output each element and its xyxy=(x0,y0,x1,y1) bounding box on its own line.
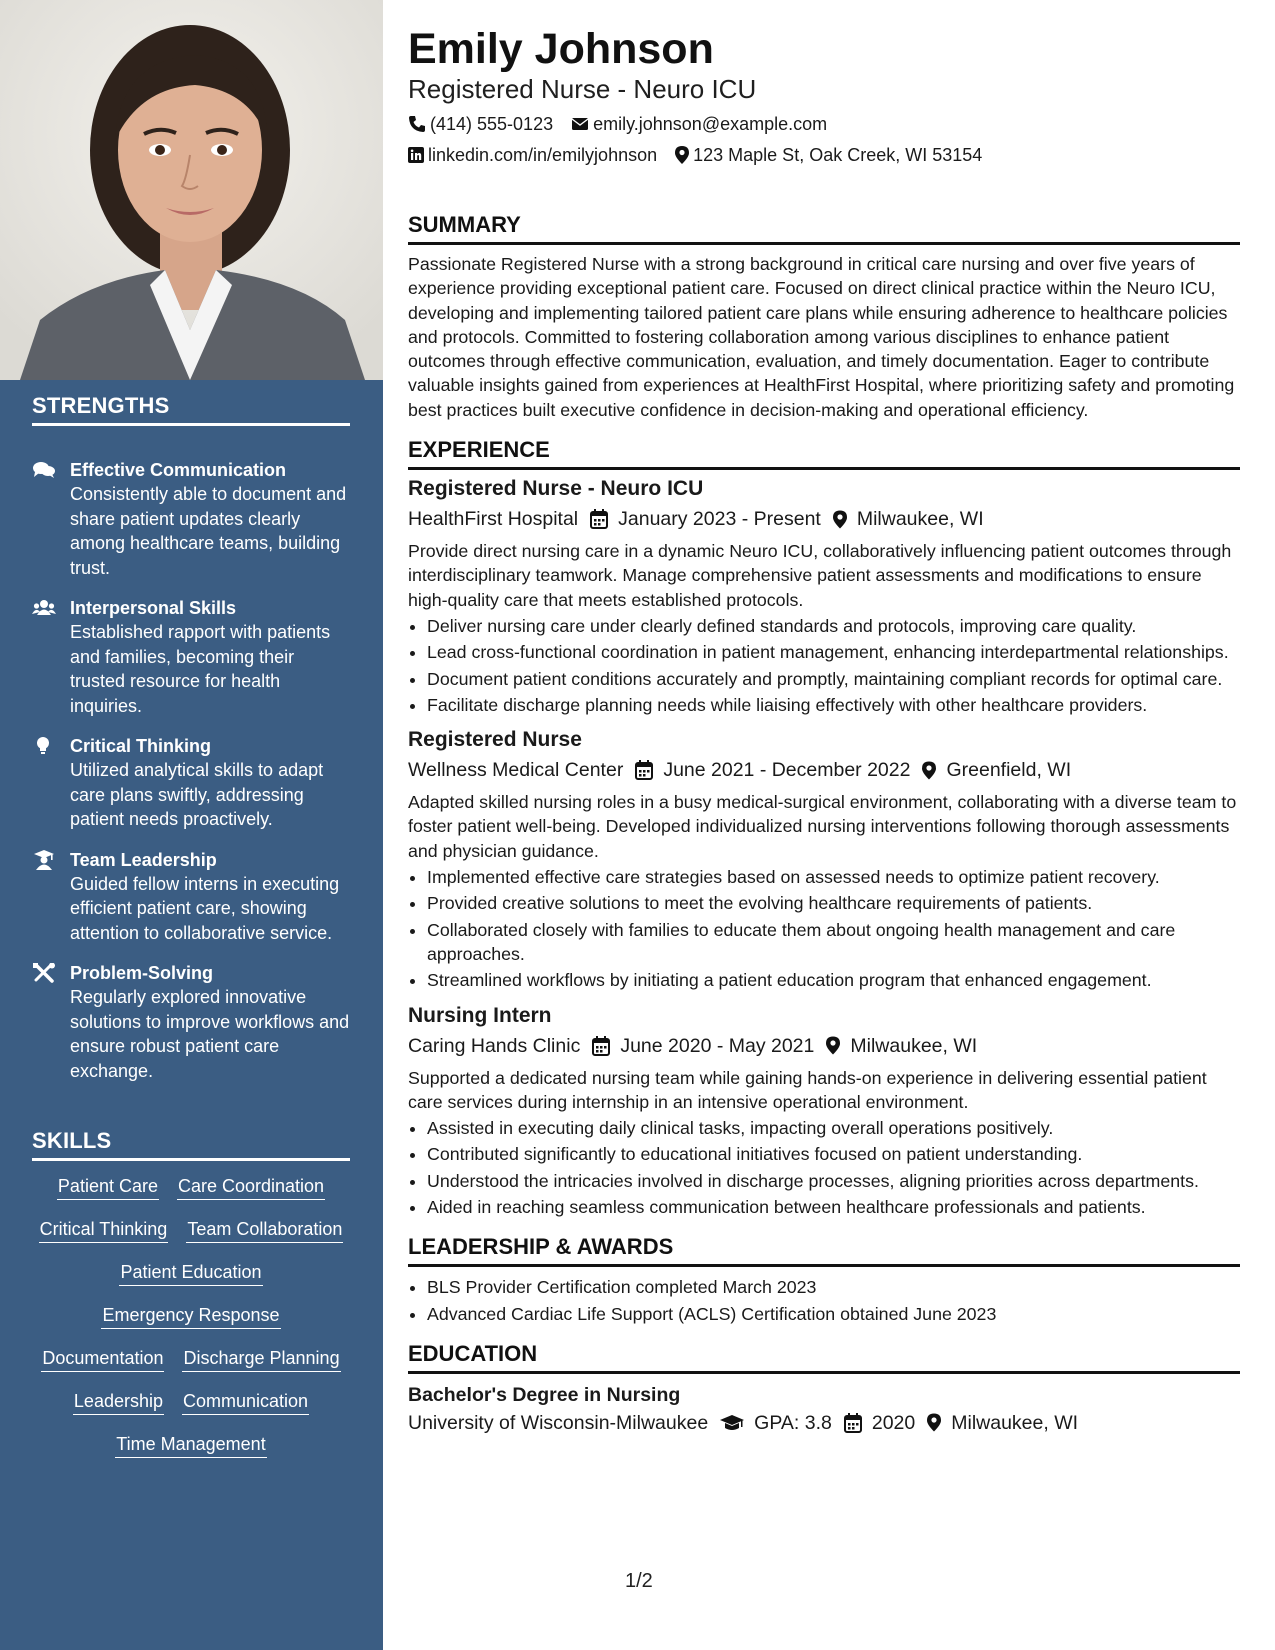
sidebar xyxy=(0,0,383,1650)
job-entry xyxy=(408,727,1240,992)
skills-list xyxy=(32,1175,350,1458)
job-bullet: • Deliver nursing care under clearly defined standards and protocols, improving care quality. xyxy=(427,614,1240,638)
strength-item xyxy=(32,458,352,580)
candidate-headline: Registered Nurse - Neuro ICU xyxy=(408,74,757,104)
strength-text: Regularly explored innovative solutions to improve workflows and ensure robust patient care exchange. xyxy=(70,987,350,1081)
job-org xyxy=(408,757,623,783)
year-text: 2020 xyxy=(871,1411,916,1434)
job-dates-text: June 2021 - December 2022 xyxy=(663,759,911,782)
skill-tag: Care Coordination xyxy=(177,1175,325,1200)
job-bullet: • Contributed significantly to educational initiatives focused on patient understanding. xyxy=(427,1142,1240,1166)
skill-tag: Critical Thinking xyxy=(39,1218,169,1243)
email-contact[interactable] xyxy=(571,112,827,136)
skill-tag: Discharge Planning xyxy=(182,1347,340,1372)
strength-text: Utilized analytical skills to adapt care plans swiftly, addressing patient needs proactively. xyxy=(70,760,324,829)
users-icon xyxy=(32,598,56,618)
job-bullets xyxy=(408,614,1240,717)
job-entry xyxy=(408,476,1240,717)
school-text: University of Wisconsin-Milwaukee xyxy=(408,1411,709,1434)
strength-text: Consistently able to document and share patient updates clearly among healthcare teams, building trust. xyxy=(70,484,347,578)
job-org xyxy=(408,1033,580,1059)
map-pin-icon xyxy=(927,1413,941,1432)
job-location-text: Milwaukee, WI xyxy=(856,508,984,531)
strength-title: Critical Thinking xyxy=(70,736,212,756)
main-content xyxy=(408,22,1240,1436)
job-bullet: • Understood the intricacies involved in discharge processes, aligning priorities across departments. xyxy=(427,1169,1240,1193)
strength-title: Problem-Solving xyxy=(70,963,214,983)
skill-tag: Team Collaboration xyxy=(186,1218,343,1243)
education-location-text: Milwaukee, WI xyxy=(951,1411,1079,1434)
map-pin-icon xyxy=(833,510,847,529)
job-bullet: • Streamlined workflows by initiating a patient education program that enhanced engagement. xyxy=(427,968,1240,992)
award-item: • BLS Provider Certification completed March 2023 xyxy=(427,1275,1240,1299)
job-bullet: • Provided creative solutions to meet the evolving healthcare requirements of patients. xyxy=(427,891,1240,915)
awards-title: LEADERSHIP & AWARDS xyxy=(408,1233,1240,1267)
address-contact xyxy=(675,143,982,167)
comments-icon xyxy=(32,460,56,480)
strength-title: Effective Communication xyxy=(70,460,287,480)
skill-tag: Patient Education xyxy=(119,1261,262,1286)
skill-tag: Patient Care xyxy=(57,1175,159,1200)
map-pin-icon xyxy=(826,1036,840,1055)
job-org-text: Caring Hands Clinic xyxy=(408,1034,581,1057)
job-meta xyxy=(408,757,1240,783)
map-pin-icon xyxy=(922,761,936,780)
job-bullet: • Collaborated closely with families to educate them about ongoing health management and care approaches. xyxy=(427,918,1240,967)
job-dates-text: June 2020 - May 2021 xyxy=(620,1034,815,1057)
skill-tag: Documentation xyxy=(41,1347,164,1372)
candidate-name: Emily Johnson xyxy=(408,25,714,73)
linkedin-icon xyxy=(408,147,424,163)
job-bullet: • Facilitate discharge planning needs while liaising effectively with other healthcare providers. xyxy=(427,693,1240,717)
linkedin-contact[interactable] xyxy=(408,143,657,167)
phone-text: (414) 555-0123 xyxy=(430,114,554,134)
education-location xyxy=(927,1410,1078,1436)
job-location xyxy=(922,757,1071,783)
job-bullet: • Aided in reaching seamless communication between healthcare professionals and patients. xyxy=(427,1195,1240,1219)
job-bullet: • Implemented effective care strategies based on assessed needs to optimize patient recovery. xyxy=(427,865,1240,889)
award-item: • Advanced Cardiac Life Support (ACLS) Certification obtained June 2023 xyxy=(427,1302,1240,1326)
job-org xyxy=(408,506,578,532)
job-location xyxy=(826,1033,977,1059)
envelope-icon xyxy=(571,116,589,132)
phone-icon xyxy=(408,115,426,133)
strengths-title: STRENGTHS xyxy=(32,393,350,426)
strength-text: Established rapport with patients and families, becoming their trusted resource for health inquiries. xyxy=(70,622,331,716)
job-meta xyxy=(408,1033,1240,1059)
job-dates xyxy=(592,1033,814,1059)
education-title: EDUCATION xyxy=(408,1340,1240,1374)
address-text: 123 Maple St, Oak Creek, WI 53154 xyxy=(693,145,983,165)
degree-title: Bachelor's Degree in Nursing xyxy=(408,1383,681,1406)
skill-tag: Emergency Response xyxy=(101,1304,280,1329)
strength-item xyxy=(32,961,352,1083)
skill-tag: Time Management xyxy=(115,1433,266,1458)
gpa-text: GPA: 3.8 xyxy=(754,1411,832,1434)
strength-item xyxy=(32,734,352,832)
calendar-icon xyxy=(844,1413,862,1433)
job-location-text: Milwaukee, WI xyxy=(850,1034,978,1057)
calendar-icon xyxy=(590,509,608,529)
contact-row xyxy=(408,112,1240,136)
job-dates-text: January 2023 - Present xyxy=(618,508,821,531)
school xyxy=(408,1410,708,1436)
strength-title: Team Leadership xyxy=(70,849,217,870)
experience-title: EXPERIENCE xyxy=(408,436,1240,470)
job-description: Provide direct nursing care in a dynamic Neuro ICU, collaboratively influencing patient outcomes through interdisciplinary teamwork. Manage comprehensive patient assessments and modifications to ensure high-quality care that meets established protocols. xyxy=(408,541,1232,610)
job-location-text: Greenfield, WI xyxy=(946,759,1072,782)
job-bullets xyxy=(408,1116,1240,1219)
job-dates xyxy=(590,506,821,532)
summary-text: Passionate Registered Nurse with a strong background in critical care nursing and over five years of experience providing exceptional patient care. Focused on direct clinical practice within the Neuro ICU, developing and implementing tailored patient care plans while ensuring adherence to healthcare policies and protocols. Committed to fostering collaboration among various disciplines to enhance patient outcomes through effective communication, evaluation, and timely documentation. Eager to contribute valuable insights gained from experiences at HealthFirst Hospital, where prioritizing safety and promoting best practices built executive confidence in decision-making and operational efficiency. xyxy=(408,254,1235,420)
summary-title: SUMMARY xyxy=(408,211,1240,245)
job-bullets xyxy=(408,865,1240,992)
job-description: Adapted skilled nursing roles in a busy medical-surgical environment, collaborating with a diverse team to foster patient well-being. Developed individualized nursing interventions following thorough assessments and physician guidance. xyxy=(408,792,1237,861)
job-title: Registered Nurse xyxy=(408,728,582,752)
strengths-list xyxy=(32,458,352,1099)
strength-title: Interpersonal Skills xyxy=(70,598,237,618)
strength-text: Guided fellow interns in executing efficient patient care, showing attention to collaborative service. xyxy=(70,873,340,943)
map-pin-icon xyxy=(675,146,689,164)
graduation-cap-icon xyxy=(720,1414,744,1432)
skill-tag: Communication xyxy=(182,1390,309,1415)
education-meta xyxy=(408,1410,1240,1436)
tools-icon xyxy=(32,963,56,983)
calendar-icon xyxy=(635,760,653,780)
teacher-icon xyxy=(32,850,56,870)
graduation-year xyxy=(844,1410,915,1436)
linkedin-text: linkedin.com/in/emilyjohnson xyxy=(428,145,658,165)
job-title: Nursing Intern xyxy=(408,1003,552,1027)
awards-list xyxy=(408,1275,1240,1326)
job-bullet: • Assisted in executing daily clinical tasks, impacting overall operations positively. xyxy=(427,1116,1240,1140)
job-meta xyxy=(408,506,1240,532)
gpa xyxy=(720,1410,832,1436)
job-description: Supported a dedicated nursing team while gaining hands-on experience in delivering essential patient care services during internship in an intensive operational environment. xyxy=(408,1067,1207,1112)
skills-title: SKILLS xyxy=(32,1128,350,1161)
job-title: Registered Nurse - Neuro ICU xyxy=(408,477,704,501)
strength-item xyxy=(32,596,352,718)
profile-photo xyxy=(0,0,383,380)
job-org-text: HealthFirst Hospital xyxy=(408,508,579,531)
strength-item xyxy=(32,848,352,946)
job-bullet: • Lead cross-functional coordination in patient management, enhancing interdepartmental relationships. xyxy=(427,640,1240,664)
email-text: emily.johnson@example.com xyxy=(593,114,828,134)
job-location xyxy=(833,506,984,532)
job-org-text: Wellness Medical Center xyxy=(408,759,624,782)
lightbulb-icon xyxy=(32,736,56,756)
job-bullet: • Document patient conditions accurately and promptly, maintaining compliant records for optimal care. xyxy=(427,667,1240,691)
job-entry xyxy=(408,1003,1240,1220)
phone-contact xyxy=(408,112,553,136)
skill-tag: Leadership xyxy=(73,1390,164,1415)
contact-row-2 xyxy=(408,143,1240,167)
calendar-icon xyxy=(592,1036,610,1056)
job-dates xyxy=(635,757,910,783)
page-number: 1/2 xyxy=(625,1570,653,1592)
